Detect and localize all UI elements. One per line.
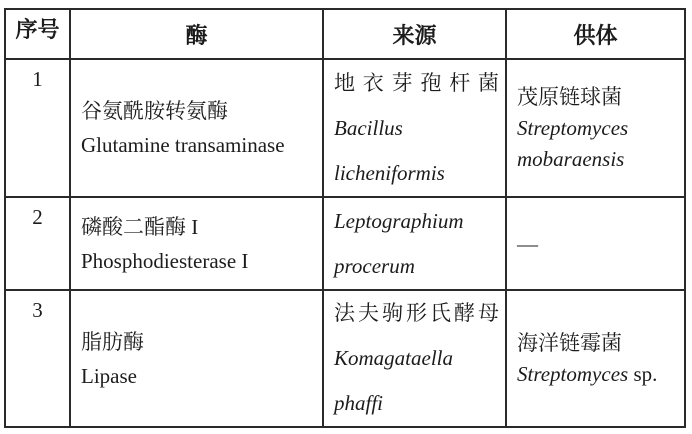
- enzyme-name-cn: 谷氨酰胺转氨酶: [81, 99, 228, 123]
- enzyme-name-cn: 磷酸二酯酶 I: [81, 214, 199, 239]
- table-row-1: [5, 59, 685, 197]
- source-organism-latin-genus: Komagataella: [334, 346, 453, 370]
- header-cell-index: 序号: [5, 9, 70, 59]
- source-organism-latin-genus: Bacillus: [334, 115, 403, 140]
- enzyme-name-en: Lipase: [81, 363, 137, 388]
- donor-cell: [506, 59, 685, 197]
- header-cell-source: 来源: [323, 9, 506, 59]
- donor-organism-cn: 海洋链霉菌: [517, 330, 622, 355]
- enzyme-table: [4, 8, 686, 428]
- donor-cell: [506, 290, 685, 427]
- donor-cell-empty: [506, 197, 685, 290]
- header-cell-donor: 供体: [506, 9, 685, 59]
- source-organism-latin-species: phaffi: [334, 391, 384, 415]
- source-organism-latin-genus: Leptographium: [334, 208, 464, 233]
- header-cell-enzyme: 酶: [70, 9, 323, 59]
- donor-organism-latin-species: mobaraensis: [517, 146, 625, 171]
- table-row-2: [5, 197, 685, 290]
- enzyme-cell: [70, 59, 323, 197]
- row-index: 2: [5, 197, 70, 290]
- donor-organism-latin-line: [517, 359, 678, 390]
- source-cell: [323, 59, 506, 197]
- table-row-3: [5, 290, 685, 427]
- donor-organism-latin-genus: Streptomyces: [517, 361, 629, 386]
- enzyme-name-cn: 脂肪酶: [81, 329, 144, 354]
- source-organism-cn: 地衣芽孢杆菌: [334, 70, 499, 95]
- source-cell: [323, 197, 506, 290]
- source-organism-cn: 法夫驹形氏酵母: [334, 301, 499, 325]
- source-organism-latin-species: procerum: [334, 253, 415, 278]
- source-cell: [323, 290, 506, 427]
- enzyme-name-en: Phosphodiesterase I: [81, 248, 249, 273]
- donor-organism-latin-genus: Streptomyces: [517, 115, 629, 140]
- donor-organism-latin-suffix: sp.: [633, 361, 658, 386]
- enzyme-cell: [70, 290, 323, 427]
- header-row: [5, 9, 685, 59]
- source-organism-latin-species: licheniformis: [334, 160, 445, 185]
- empty-donor-dash: —: [517, 231, 538, 256]
- row-index: 1: [5, 59, 70, 197]
- donor-organism-cn: 茂原链球菌: [517, 84, 622, 109]
- enzyme-name-en: Glutamine transaminase: [81, 133, 285, 157]
- row-index: 3: [5, 290, 70, 427]
- enzyme-cell: [70, 197, 323, 290]
